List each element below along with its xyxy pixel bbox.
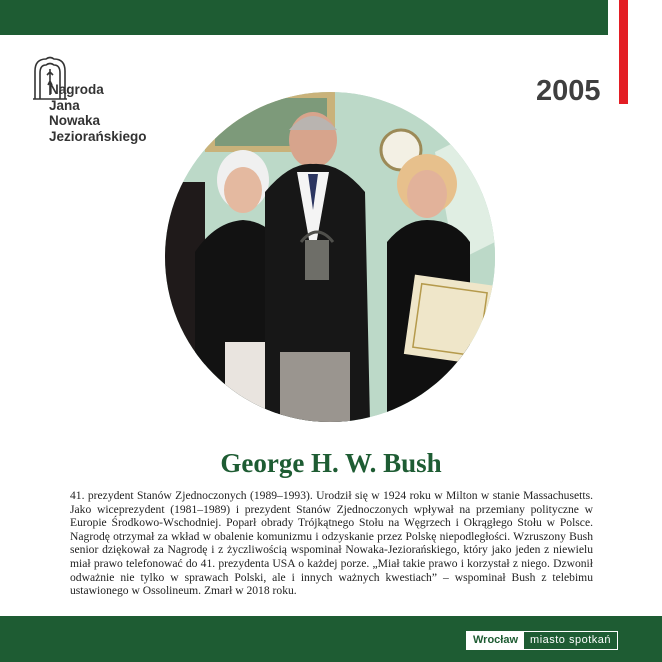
city-slogan: miasto spotkań: [530, 634, 612, 646]
laureate-name: George H. W. Bush: [220, 448, 442, 478]
logo-line-2: Jana: [49, 97, 80, 113]
award-year: 2005: [536, 75, 601, 107]
logo-line-1: Nagroda: [49, 82, 104, 97]
laureate-photo: [165, 92, 495, 422]
logo-line-4: Jeziorańskiego: [49, 128, 147, 144]
laureate-bio: 41. prezydent Stanów Zjednoczonych (1989–1993). Urodził się w 1924 roku w Milton w stanie Massachusetts. Jako wiceprezydent (1981–1989) i prezydent Stanów Zjednoczonych wpływał na przemiany polityczne w Europie Środkowo-Wschodniej. Poparł obrady Trójkątnego Stołu na Węgrzech i Okrągłego Stołu w Polsce. Nagrodę otrzymał za wkład w obalenie komunizmu i odzyskanie przez Polskę niepodległości. Wzruszony Bush senior dziękował za Nagrodę i z życzliwością wspominał Nowaka-Jeziorańskiego, który jako jeden z niewielu miał prawo telefonować do 41. prezydenta USA o każdej porze. „Miał takie prawo i korzystał z niego. Dzwonił odważnie nie tylko w sprawach Polski, ale i innych ważnych kwestiach” – wspominał Bush z telebimu ustawionego w Ossolineum. Zmarł w 2018 roku.: [70, 489, 593, 598]
red-accent-stripe: [619, 0, 628, 104]
top-green-bar: [0, 0, 608, 35]
logo-line-3: Nowaka: [49, 113, 101, 128]
city-label: Wrocław: [467, 632, 524, 649]
wroclaw-badge: [466, 631, 618, 650]
photo-illustration: [165, 92, 495, 422]
award-logo: [32, 55, 172, 150]
